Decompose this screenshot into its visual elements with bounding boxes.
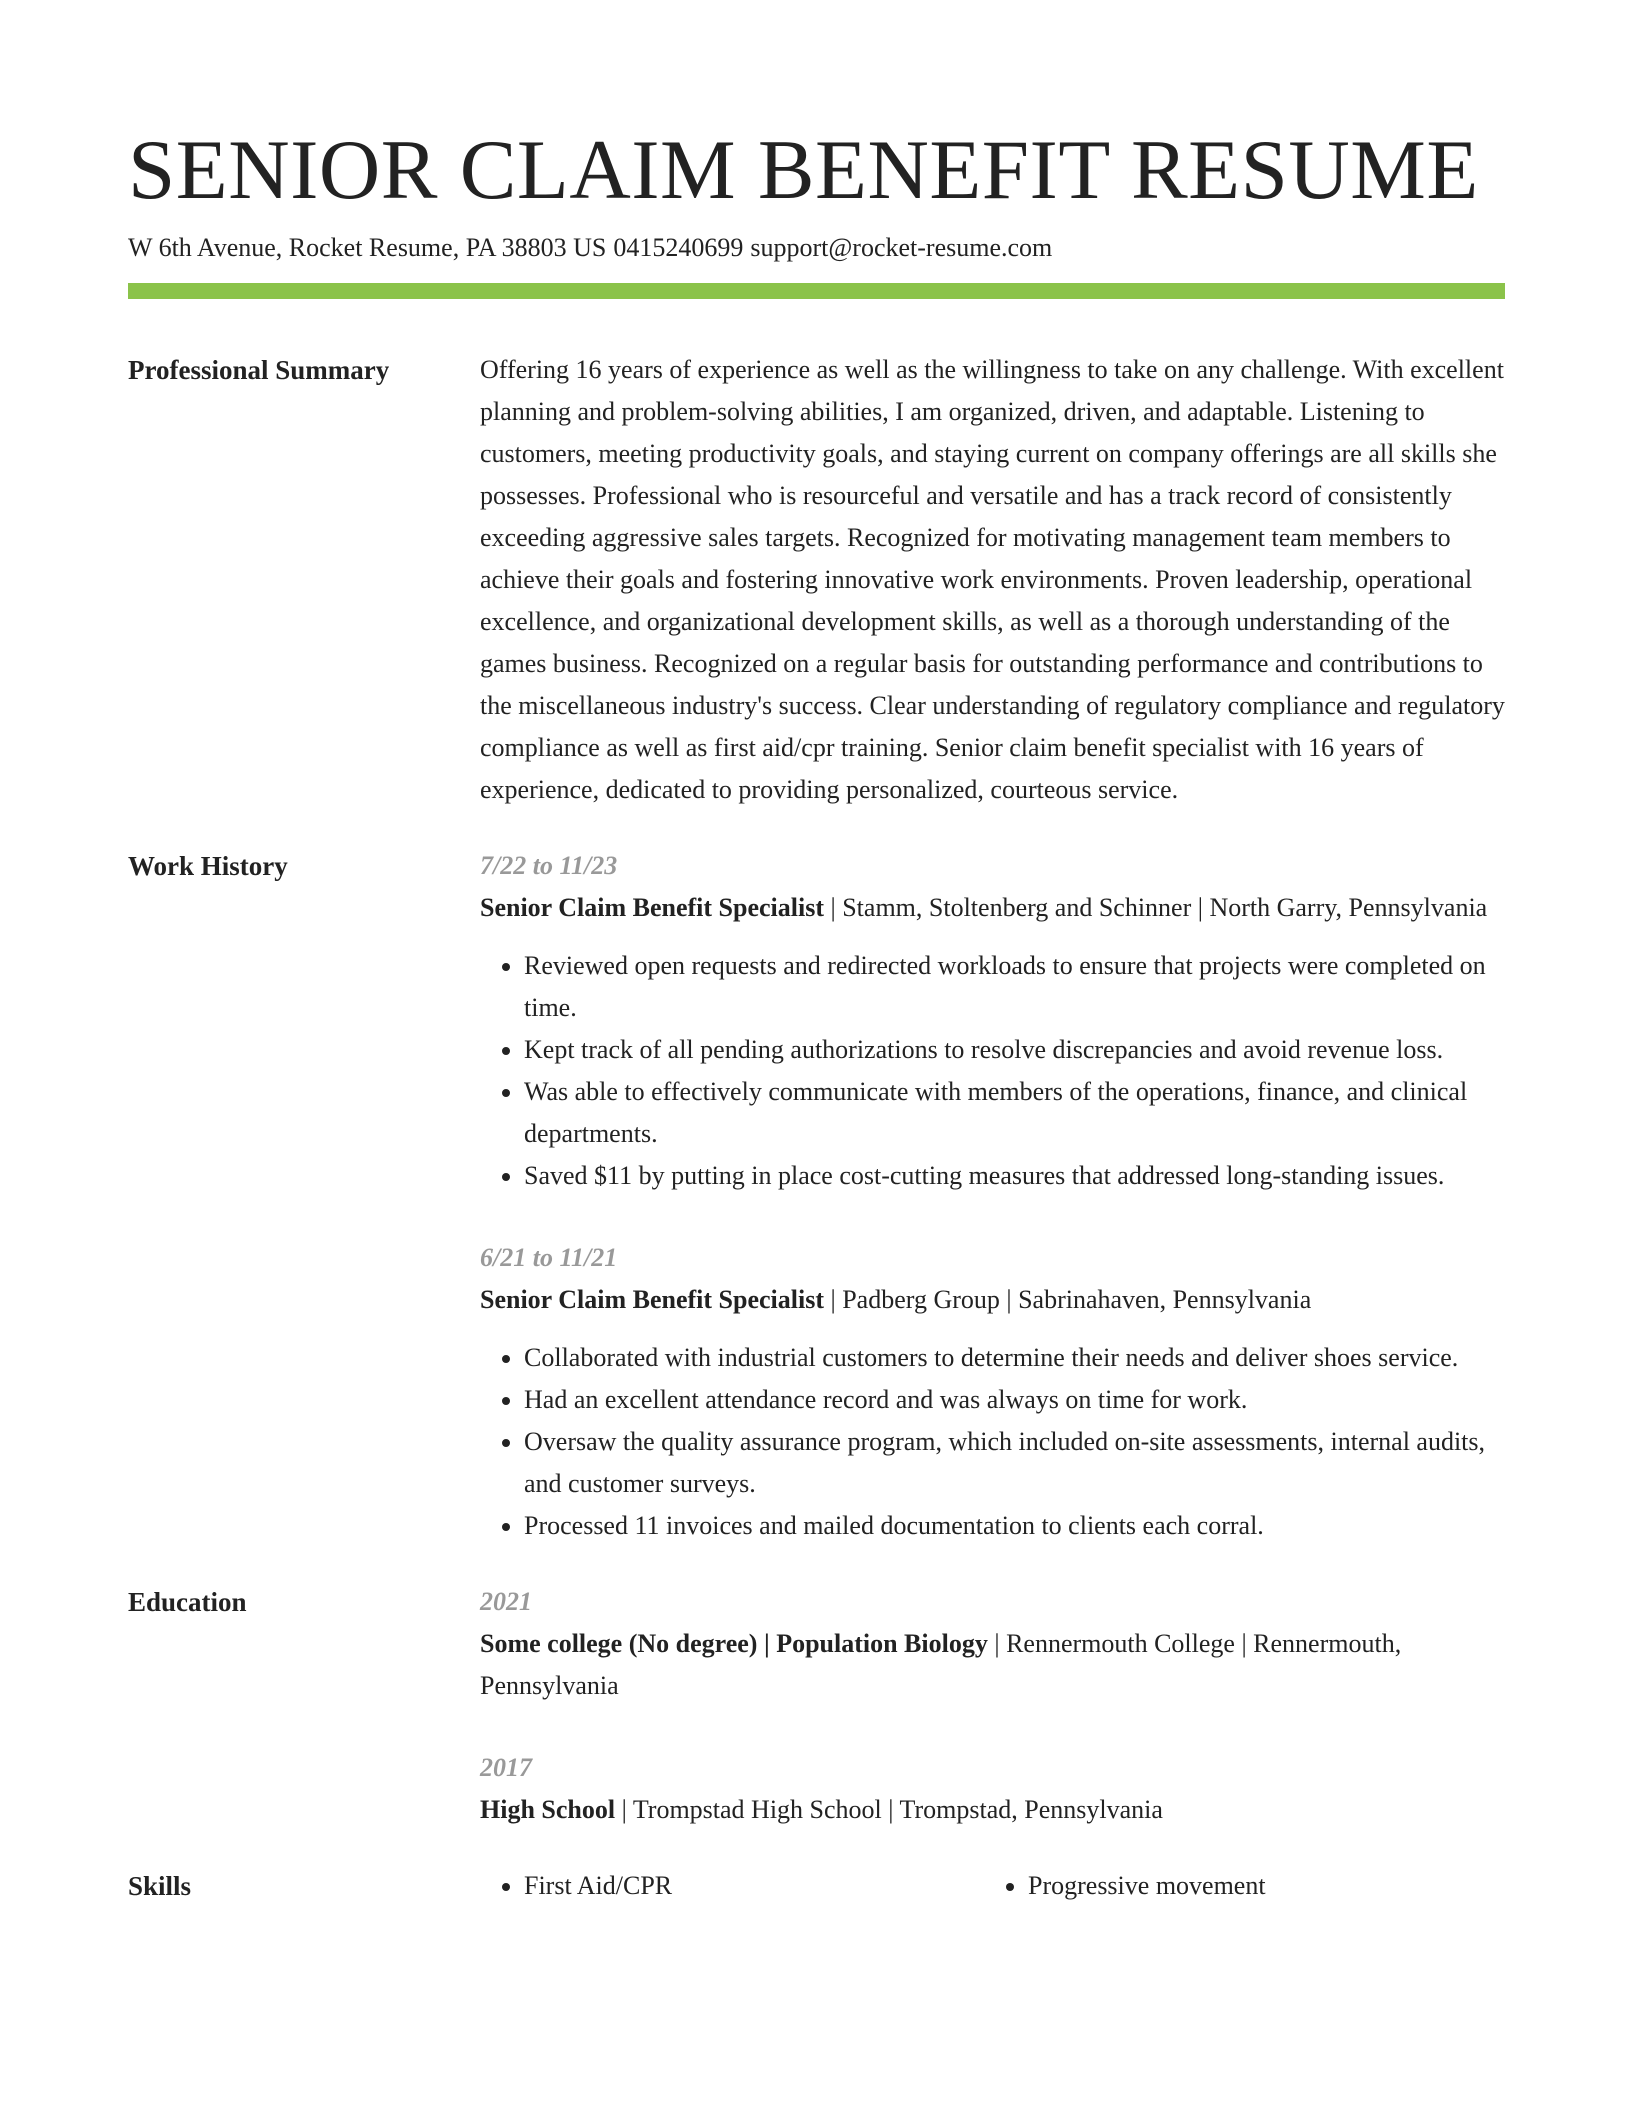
skills-list-right [984, 1865, 1488, 1907]
education-entry [480, 1581, 1505, 1707]
job-entry [480, 1237, 1505, 1547]
job-bullet: • Oversaw the quality assurance program, which included on-site assessments, internal audits, and customer surveys. [524, 1421, 1505, 1505]
job-dates: 7/22 to 11/23 [480, 851, 618, 880]
education-year: 2021 [480, 1587, 532, 1616]
education-heading: Education [128, 1587, 247, 1617]
skills-section [128, 1865, 1505, 1907]
contact-line [128, 230, 1505, 266]
job-title: Senior Claim Benefit Specialist [480, 1285, 825, 1314]
skills-heading: Skills [128, 1871, 192, 1901]
education-year: 2017 [480, 1753, 532, 1782]
job-bullet: • Collaborated with industrial customers to determine their needs and deliver shoes service. [524, 1337, 1505, 1379]
skill-item: • First Aid/CPR [524, 1865, 984, 1907]
job-details: | Padberg Group | Sabrinahaven, Pennsylvania [824, 1285, 1312, 1314]
job-bullet: • Had an excellent attendance record and was always on time for work. [524, 1379, 1505, 1421]
education-entry [480, 1747, 1505, 1831]
job-bullet: • Was able to effectively communicate with members of the operations, finance, and clinical departments. [524, 1071, 1505, 1155]
work-history-heading: Work History [128, 851, 288, 881]
education-details: | Rennermouth College | Rennermouth, Pennsylvania [480, 1629, 1402, 1700]
job-bullet: • Reviewed open requests and redirected workloads to ensure that projects were completed on time. [524, 945, 1505, 1029]
address-text: W 6th Avenue, Rocket Resume, PA 38803 US [128, 233, 607, 262]
skill-item: • Progressive movement [1028, 1865, 1488, 1907]
education-degree: High School [480, 1795, 616, 1824]
job-bullets [480, 1337, 1505, 1547]
job-bullet: • Kept track of all pending authorizations to resolve discrepancies and avoid revenue loss. [524, 1029, 1505, 1071]
accent-divider [128, 283, 1505, 299]
education-details: | Trompstad High School | Trompstad, Pennsylvania [615, 1795, 1163, 1824]
job-role [480, 1279, 1505, 1321]
summary-text: Offering 16 years of experience as well as the willingness to take on any challenge. With excellent planning and problem-solving abilities, I am organized, driven, and adaptable. Listening to customers, meeting productivity goals, and staying current on company offerings are all skills she possesses. Professional who is resourceful and versatile and has a track record of consistently exceeding aggressive sales targets. Recognized for motivating management team members to achieve their goals and fostering innovative work environments. Proven leadership, operational excellence, and organizational development skills, as well as a thorough understanding of the games business. Recognized on a regular basis for outstanding performance and contributions to the miscellaneous industry's success. Clear understanding of regulatory compliance and regulatory compliance as well as first aid/cpr training. Senior claim benefit specialist with 16 years of experience, dedicated to providing personalized, courteous service. [480, 355, 1505, 804]
resume-title: SENIOR CLAIM BENEFIT RESUME [128, 123, 1479, 217]
education-section [128, 1581, 1505, 1831]
job-bullet: • Saved $11 by putting in place cost-cutting measures that addressed long-standing issues. [524, 1155, 1505, 1197]
email-text: support@rocket-resume.com [750, 233, 1053, 262]
job-entry [480, 845, 1505, 1197]
resume-page [128, 118, 1505, 1907]
job-role [480, 887, 1505, 929]
job-title: Senior Claim Benefit Specialist [480, 893, 825, 922]
job-bullets [480, 945, 1505, 1197]
skills-list-left [480, 1865, 984, 1907]
education-degree: Some college (No degree) | Population Biology [480, 1629, 988, 1658]
work-history-section [128, 845, 1505, 1547]
job-dates: 6/21 to 11/21 [480, 1243, 618, 1272]
summary-section [128, 349, 1505, 811]
phone-text: 0415240699 [613, 233, 744, 262]
education-degree-line [480, 1789, 1505, 1831]
education-degree-line [480, 1623, 1505, 1707]
job-details: | Stamm, Stoltenberg and Schinner | North Garry, Pennsylvania [824, 893, 1488, 922]
job-bullet: • Processed 11 invoices and mailed documentation to clients each corral. [524, 1505, 1505, 1547]
summary-heading: Professional Summary [128, 355, 390, 385]
